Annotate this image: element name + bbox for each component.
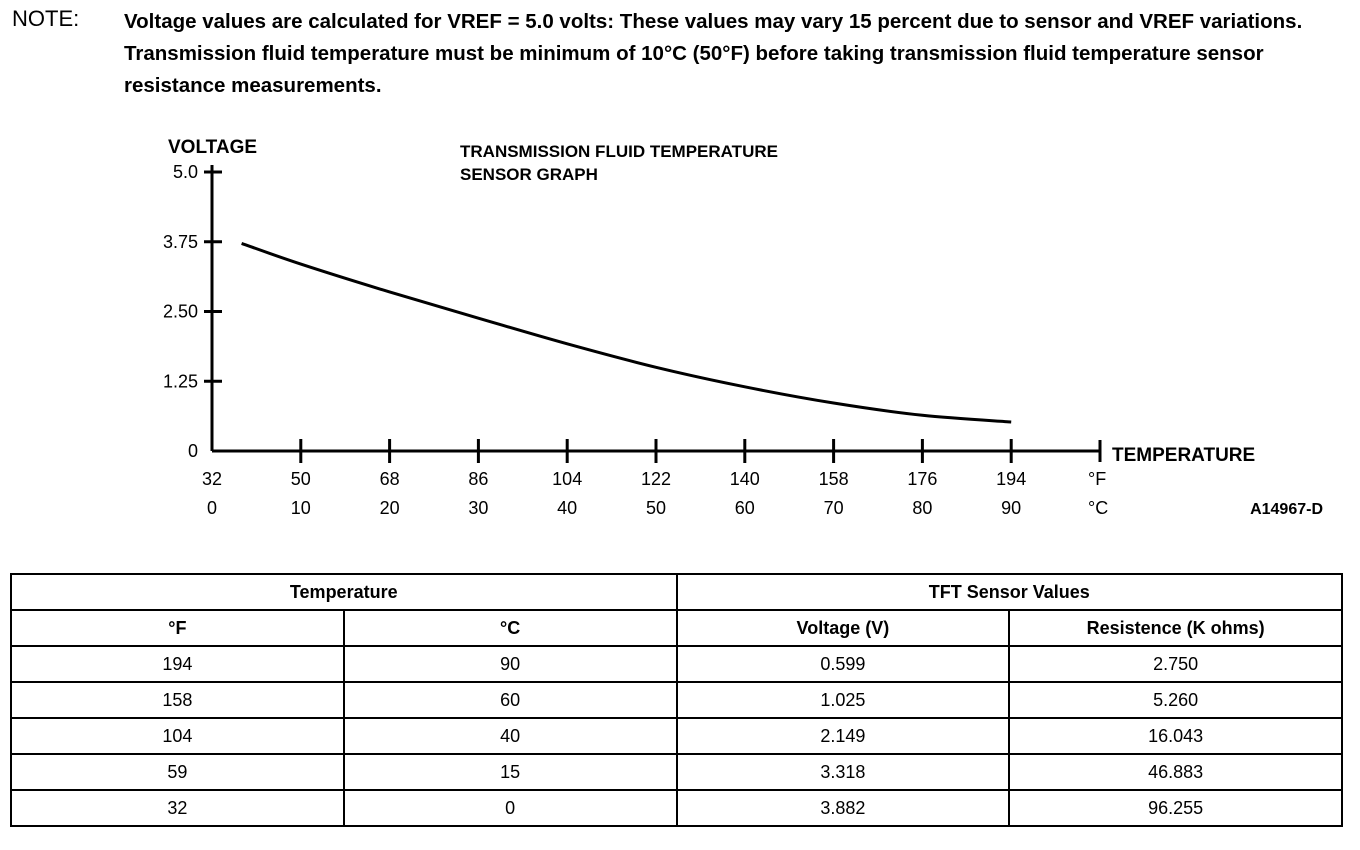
y-tick-label: 3.75 (162, 231, 198, 252)
x-tick-label-celsius: 40 (557, 498, 578, 518)
x-tick-label-fahrenheit: 32 (201, 469, 223, 489)
group-header-tft-values: TFT Sensor Values (677, 574, 1343, 610)
cell-celsius: 40 (344, 718, 677, 754)
cell-celsius: 90 (344, 646, 677, 682)
chart-title-line-1: TRANSMISSION FLUID TEMPERATURE (460, 142, 778, 161)
x-tick-label-celsius: 90 (1001, 498, 1022, 518)
x-tick-label-fahrenheit: 50 (290, 469, 311, 489)
note-text: Voltage values are calculated for VREF = 5.0 volts: These values may vary 15 percent due to sensor and VREF variations. Transmission fluid temperature must be minimum of 10°C (50°F) before taking transmission fluid temperature sensor resistance measurements. (124, 10, 1303, 97)
x-unit-fahrenheit: °F (1088, 469, 1107, 489)
x-tick-label-fahrenheit: 86 (468, 469, 489, 489)
cell-resistance: 46.883 (1009, 754, 1342, 790)
cell-fahrenheit: 32 (11, 790, 344, 826)
cell-voltage: 1.025 (677, 682, 1010, 718)
cell-voltage: 3.318 (677, 754, 1010, 790)
y-tick-label: 2.50 (162, 301, 198, 322)
column-header-resistance: Resistence (K ohms) (1009, 610, 1342, 646)
cell-resistance: 5.260 (1009, 682, 1342, 718)
x-axis-title: TEMPERATURE (1112, 445, 1256, 466)
column-header-fahrenheit: °F (11, 610, 344, 646)
chart-title-line-2: SENSOR GRAPH (460, 165, 598, 184)
x-tick-label-fahrenheit: 68 (379, 469, 400, 489)
y-tick-label: 0 (187, 441, 198, 461)
cell-voltage: 3.882 (677, 790, 1010, 826)
x-tick-label-fahrenheit: 122 (640, 469, 672, 489)
x-tick-label-fahrenheit: 104 (552, 469, 583, 489)
y-axis-title: VOLTAGE (168, 137, 258, 158)
x-tick-label-celsius: 0 (206, 498, 218, 518)
y-tick-label: 5.0 (172, 162, 198, 182)
x-unit-celsius: °C (1088, 498, 1109, 518)
cell-voltage: 2.149 (677, 718, 1010, 754)
x-tick-label-celsius: 80 (912, 498, 933, 518)
table-row (11, 682, 1342, 718)
cell-resistance: 2.750 (1009, 646, 1342, 682)
table-row (11, 754, 1342, 790)
cell-fahrenheit: 194 (11, 646, 344, 682)
cell-resistance: 16.043 (1009, 718, 1342, 754)
x-tick-label-celsius: 20 (379, 498, 400, 518)
y-tick-label: 1.25 (162, 371, 198, 392)
column-header-celsius: °C (344, 610, 677, 646)
cell-fahrenheit: 59 (11, 754, 344, 790)
x-tick-label-fahrenheit: 176 (907, 469, 938, 489)
cell-celsius: 15 (344, 754, 677, 790)
x-tick-label-celsius: 10 (290, 498, 311, 518)
voltage-curve (242, 243, 1012, 422)
figure-id: A14967-D (1250, 501, 1323, 518)
x-tick-label-fahrenheit: 194 (996, 469, 1027, 489)
cell-fahrenheit: 104 (11, 718, 344, 754)
note-label: NOTE: (12, 6, 80, 31)
tft-sensor-graph (0, 120, 1360, 520)
cell-celsius: 60 (344, 682, 677, 718)
x-tick-label-celsius: 30 (468, 498, 489, 518)
x-tick-label-celsius: 50 (645, 498, 667, 518)
table-row (11, 646, 1342, 682)
cell-fahrenheit: 158 (11, 682, 344, 718)
group-header-temperature: Temperature (11, 574, 677, 610)
x-tick-label-celsius: 70 (823, 498, 844, 518)
x-tick-label-fahrenheit: 140 (729, 469, 760, 489)
table-row (11, 718, 1342, 754)
x-tick-label-fahrenheit: 158 (818, 469, 849, 489)
table-row (11, 790, 1342, 826)
cell-resistance: 96.255 (1009, 790, 1342, 826)
x-tick-label-celsius: 60 (734, 498, 755, 518)
tft-values-table (10, 573, 1343, 827)
cell-voltage: 0.599 (677, 646, 1010, 682)
cell-celsius: 0 (344, 790, 677, 826)
column-header-voltage: Voltage (V) (677, 610, 1010, 646)
